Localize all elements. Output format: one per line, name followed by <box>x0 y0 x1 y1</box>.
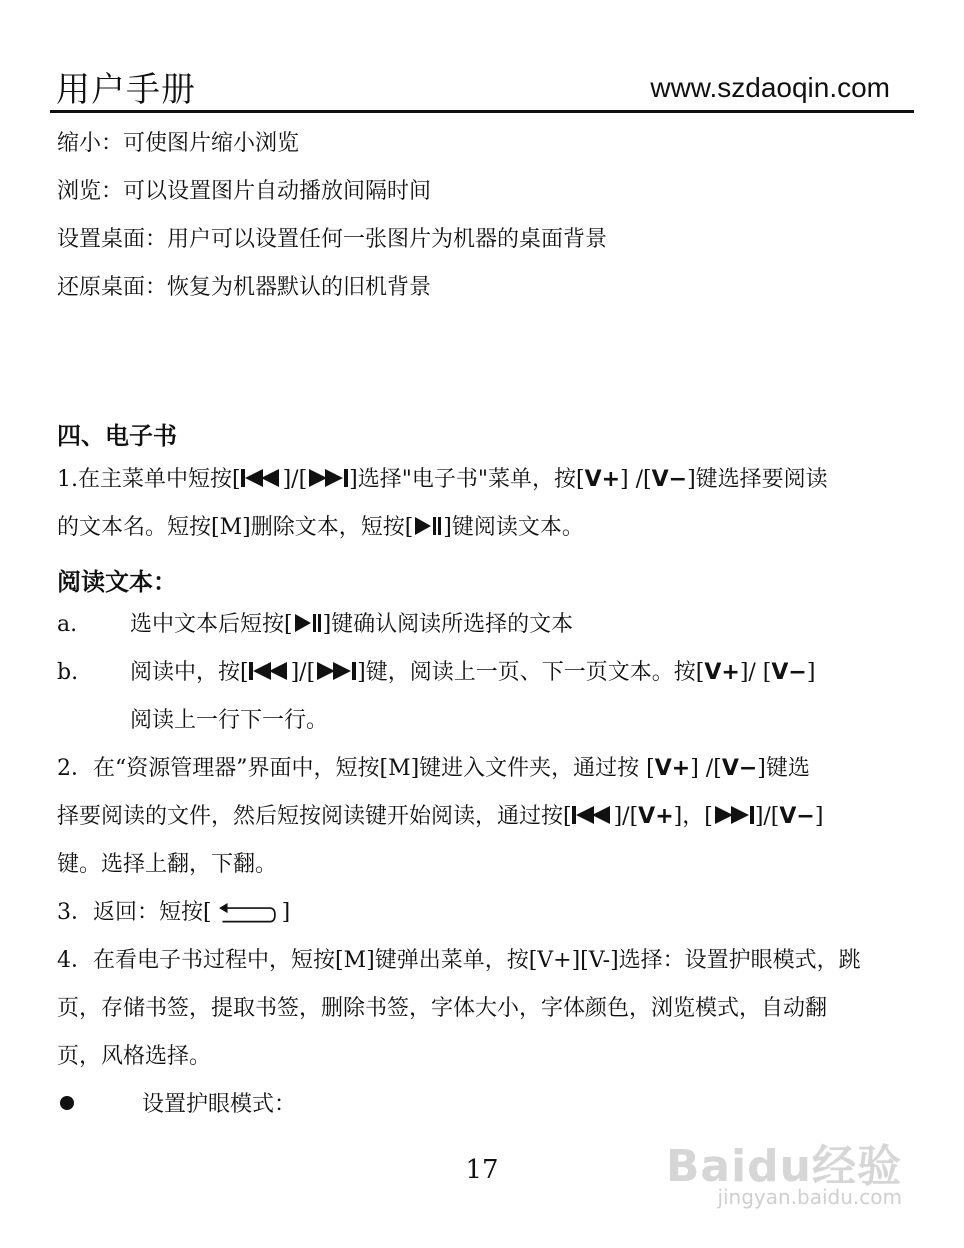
play-pause-icon <box>413 515 443 537</box>
paragraph-4-line-1: 4．在看电子书过程中，短按[M]键弹出菜单，按[V+][V-]选择：设置护眼模式，跳 <box>57 948 861 973</box>
text-line-restore-desktop: 还原桌面：恢复为机器默认的旧机背景 <box>57 275 432 300</box>
bullet-item: 设置护眼模式： <box>142 1092 297 1117</box>
header-divider <box>50 110 914 113</box>
subsection-title: 阅读文本： <box>57 568 177 596</box>
list-marker-b: b. <box>57 660 79 685</box>
next-icon <box>307 467 349 489</box>
section-title: 四、电子书 <box>57 422 177 450</box>
list-item-a: 选中文本后短按[ ]键确认阅读所选择的文本 <box>130 612 574 637</box>
list-item-b-line-1: 阅读中，按[ ]/[ ]键，阅读上一页、下一页文本。按[V+]/ [V−] <box>130 660 816 685</box>
list-item-b-line-2: 阅读上一行下一行。 <box>130 708 329 733</box>
paragraph-2-line-1: 2．在“资源管理器”界面中，短按[M]键进入文件夹，通过按 [V+] /[V−]键选 <box>57 756 810 781</box>
paragraph-4-line-3: 页，风格选择。 <box>57 1044 212 1069</box>
next-icon <box>713 804 755 826</box>
back-icon <box>212 903 282 925</box>
list-marker-a: a. <box>57 612 78 637</box>
paragraph-2-line-2: 择要阅读的文件，然后短按阅读键开始阅读，通过按[ ]/[V+]，[ ]/[V−] <box>57 804 824 829</box>
paragraph-1-line-1: 1.在主菜单中短按[ ]/[ ]选择"电子书"菜单，按[V+] /[V−]键选择要阅读 <box>57 467 828 492</box>
text-line-shrink: 缩小：可使图片缩小浏览 <box>57 131 300 156</box>
paragraph-3: 3．返回：短按[ ] <box>57 900 291 925</box>
previous-icon <box>572 804 614 826</box>
play-pause-icon <box>293 612 323 634</box>
text-line-browse: 浏览：可以设置图片自动播放间隔时间 <box>57 179 432 204</box>
next-icon <box>315 660 357 682</box>
paragraph-4-line-2: 页，存储书签，提取书签，删除书签，字体大小，字体颜色，浏览模式，自动翻 <box>57 996 828 1021</box>
paragraph-2-line-3: 键。选择上翻，下翻。 <box>57 852 278 877</box>
previous-icon <box>241 467 283 489</box>
page-number: 17 <box>465 1155 499 1185</box>
text-line-set-desktop: 设置桌面：用户可以设置任何一张图片为机器的桌面背景 <box>57 227 608 252</box>
previous-icon <box>249 660 291 682</box>
watermark-logo: Baidu经验 <box>665 1141 902 1192</box>
paragraph-1-line-2: 的文本名。短按[M]删除文本，短按[ ]键阅读文本。 <box>57 515 584 540</box>
header-title: 用户手册 <box>56 70 196 110</box>
bullet-dot <box>60 1096 74 1110</box>
header-url: www.szdaoqin.com <box>650 72 890 103</box>
watermark-url: jingyan.baidu.com <box>717 1185 902 1209</box>
